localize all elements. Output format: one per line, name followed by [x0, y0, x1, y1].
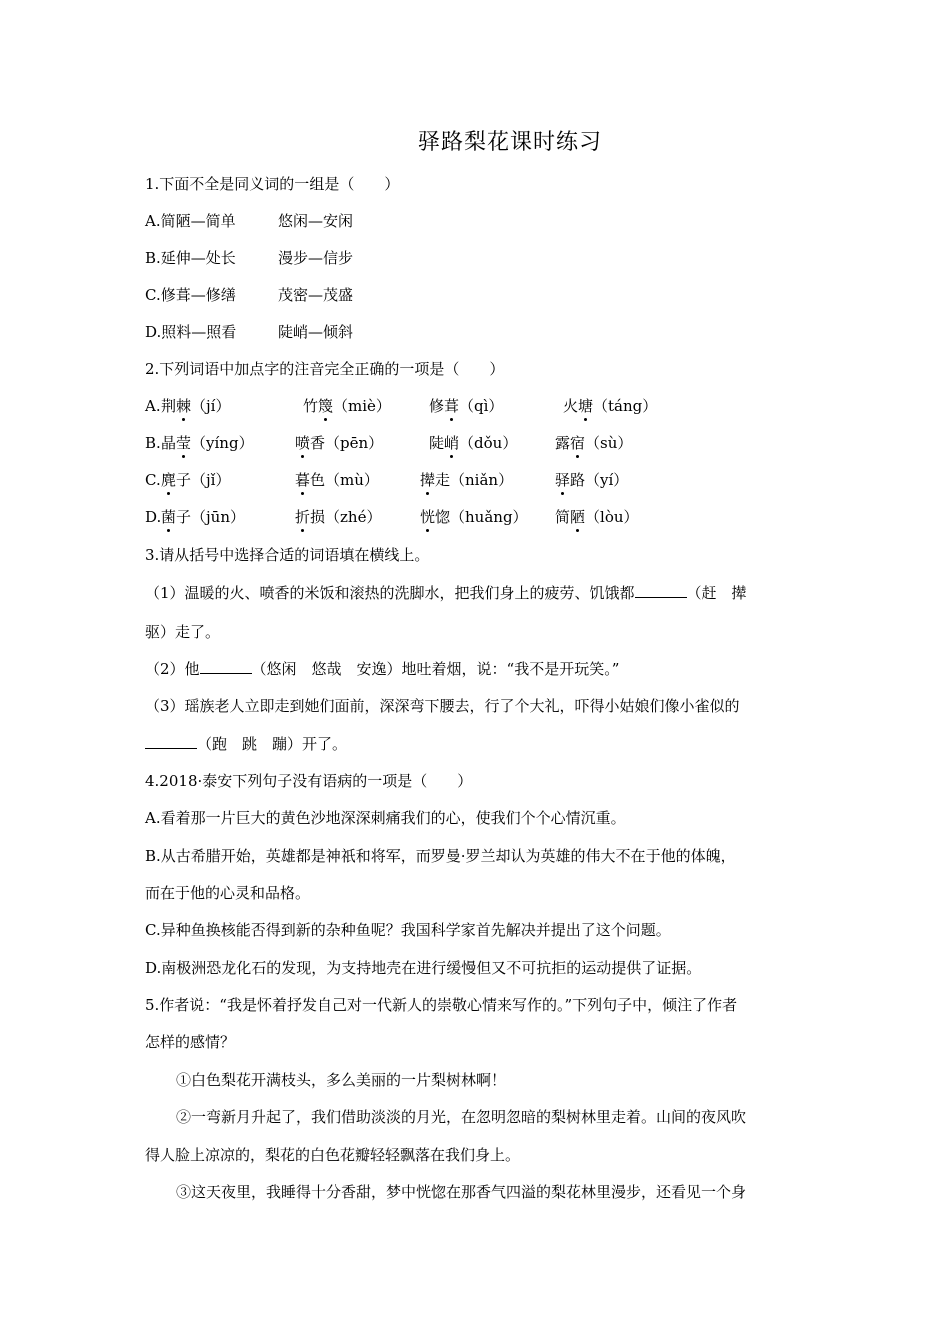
emphasis-char: 折: [295, 508, 311, 526]
emphasis-char: 驿: [555, 471, 571, 489]
word-pair: 陡峭—倾斜: [278, 323, 354, 341]
pinyin-item: 驿路（yí）: [555, 471, 629, 489]
emphasis-char: 撵: [420, 471, 436, 489]
emphasis-char: 宿: [570, 434, 586, 452]
emphasis-char: 菌: [161, 508, 177, 526]
fill-blank[interactable]: [145, 734, 197, 749]
pinyin-item: 恍惚（huǎng）: [420, 508, 528, 526]
q3-part-3-cont: [145, 734, 347, 754]
q2-option-c: [145, 470, 629, 490]
word-pair: 照料—照看: [161, 323, 237, 341]
word-pair: 修葺—修缮: [160, 286, 236, 304]
emphasis-char: 葺: [444, 397, 460, 415]
pinyin-item: 简陋（lòu）: [555, 508, 639, 526]
pinyin-item: 修葺（qì）: [429, 397, 504, 415]
q2-option-b: [145, 433, 633, 453]
pinyin-item: 菌子（jūn）: [161, 508, 245, 526]
q5-sentence-2: ②一弯新月升起了，我们借助淡淡的月光，在忽明忽暗的梨树林里走着。山间的夜风吹: [176, 1108, 747, 1126]
q4-option-b: B.从古希腊开始，英雄都是神祇和将军，而罗曼·罗兰却认为英雄的伟大不在于他的体魄，: [145, 847, 736, 865]
pinyin-item: 撵走（niǎn）: [420, 471, 514, 489]
q1-option-a: [145, 211, 354, 231]
q5-sentence-1: ①白色梨花开满枝头，多么美丽的一片梨树林啊！: [176, 1071, 507, 1089]
q5-sentence-2-cont: 得人脸上凉凉的，梨花的白色花瓣轻轻飘落在我们身上。: [145, 1146, 521, 1164]
option-label: B.: [145, 434, 161, 452]
pinyin-item: 荆棘（jí）: [161, 397, 231, 415]
pinyin-item: 火塘（táng）: [563, 397, 658, 415]
fill-blank[interactable]: [635, 583, 687, 598]
sentence-text: （2）他: [145, 660, 200, 678]
emphasis-char: 峭: [444, 434, 460, 452]
option-label: D.: [145, 508, 162, 526]
option-label: A.: [145, 397, 161, 415]
emphasis-char: 陋: [570, 508, 586, 526]
emphasis-char: 篾: [318, 397, 334, 415]
q5-stem: 5.作者说：“我是怀着抒发自己对一代新人的崇敬心情来写作的。”下列句子中，倾注了作者: [145, 996, 738, 1014]
emphasis-char: 麂: [161, 471, 177, 489]
q2-stem: 2.下列词语中加点字的注音完全正确的一项是（ ）: [145, 360, 505, 378]
pinyin-item: 麂子（jǐ）: [161, 471, 231, 489]
pinyin-item: 陡峭（dǒu）: [429, 434, 518, 452]
q4-stem: 4.2018·泰安下列句子没有语病的一项是（ ）: [145, 772, 473, 790]
sentence-text: （1）温暖的火、喷香的米饭和滚热的洗脚水，把我们身上的疲劳、饥饿都: [145, 584, 635, 602]
emphasis-char: 莹: [176, 434, 192, 452]
q3-part-1: [145, 583, 747, 603]
option-label: C.: [145, 286, 161, 304]
page-title: 驿路梨花课时练习: [417, 130, 602, 155]
choice-words: （赶 撵: [686, 584, 747, 602]
pinyin-item: 喷香（pēn）: [295, 434, 384, 452]
pinyin-item: 暮色（mù）: [295, 471, 379, 489]
q1-option-b: [145, 248, 354, 268]
pinyin-item: 竹篾（miè）: [303, 397, 391, 415]
q3-part-1-cont: 驱）走了。: [145, 623, 221, 641]
emphasis-char: 喷: [295, 434, 311, 452]
word-pair: 漫步—信步: [278, 249, 354, 267]
q3-stem: 3.请从括号中选择合适的词语填在横线上。: [145, 546, 430, 564]
pinyin-item: 晶莹（yíng）: [161, 434, 254, 452]
choice-words: （跑 跳 蹦）开了。: [197, 735, 348, 753]
q4-option-c: C.异种鱼换核能否得到新的杂种鱼呢？我国科学家首先解决并提出了这个问题。: [145, 921, 671, 939]
q2-option-d: [145, 507, 639, 527]
q4-option-d: D.南极洲恐龙化石的发现，为支持地壳在进行缓慢但又不可抗拒的运动提供了证据。: [145, 959, 702, 977]
q5-sentence-3: ③这天夜里，我睡得十分香甜，梦中恍惚在那香气四溢的梨花林里漫步，还看见一个身: [176, 1183, 747, 1201]
emphasis-char: 恍: [420, 508, 436, 526]
word-pair: 延伸—处长: [160, 249, 236, 267]
q1-option-c: [145, 285, 354, 305]
q3-part-3: （3）瑶族老人立即走到她们面前，深深弯下腰去，行了个大礼，吓得小姑娘们像小雀似的: [145, 697, 740, 715]
q2-option-a: [145, 396, 658, 416]
pinyin-item: 露宿（sù）: [555, 434, 633, 452]
fill-blank[interactable]: [200, 659, 252, 674]
q3-part-2: [145, 659, 619, 679]
emphasis-char: 暮: [295, 471, 311, 489]
word-pair: 茂密—茂盛: [278, 286, 354, 304]
word-pair: 简陋—简单: [160, 212, 236, 230]
word-pair: 悠闲—安闲: [278, 212, 354, 230]
option-label: C.: [145, 471, 161, 489]
q4-option-b-cont: 而在于他的心灵和品格。: [145, 884, 311, 902]
pinyin-item: 折损（zhé）: [295, 508, 382, 526]
option-label: B.: [145, 249, 161, 267]
option-label: A.: [145, 212, 161, 230]
q1-option-d: [145, 322, 354, 342]
choice-words: （悠闲 悠哉 安逸）地吐着烟，说：“我不是开玩笑。”: [251, 660, 620, 678]
q4-option-a: A.看着那一片巨大的黄色沙地深深刺痛我们的心，使我们个个心情沉重。: [145, 809, 626, 827]
q5-stem-cont: 怎样的感情？: [145, 1033, 236, 1051]
q1-stem: 1.下面不全是同义词的一组是（ ）: [145, 175, 400, 193]
emphasis-char: 塘: [578, 397, 594, 415]
option-label: D.: [145, 323, 162, 341]
emphasis-char: 棘: [176, 397, 192, 415]
